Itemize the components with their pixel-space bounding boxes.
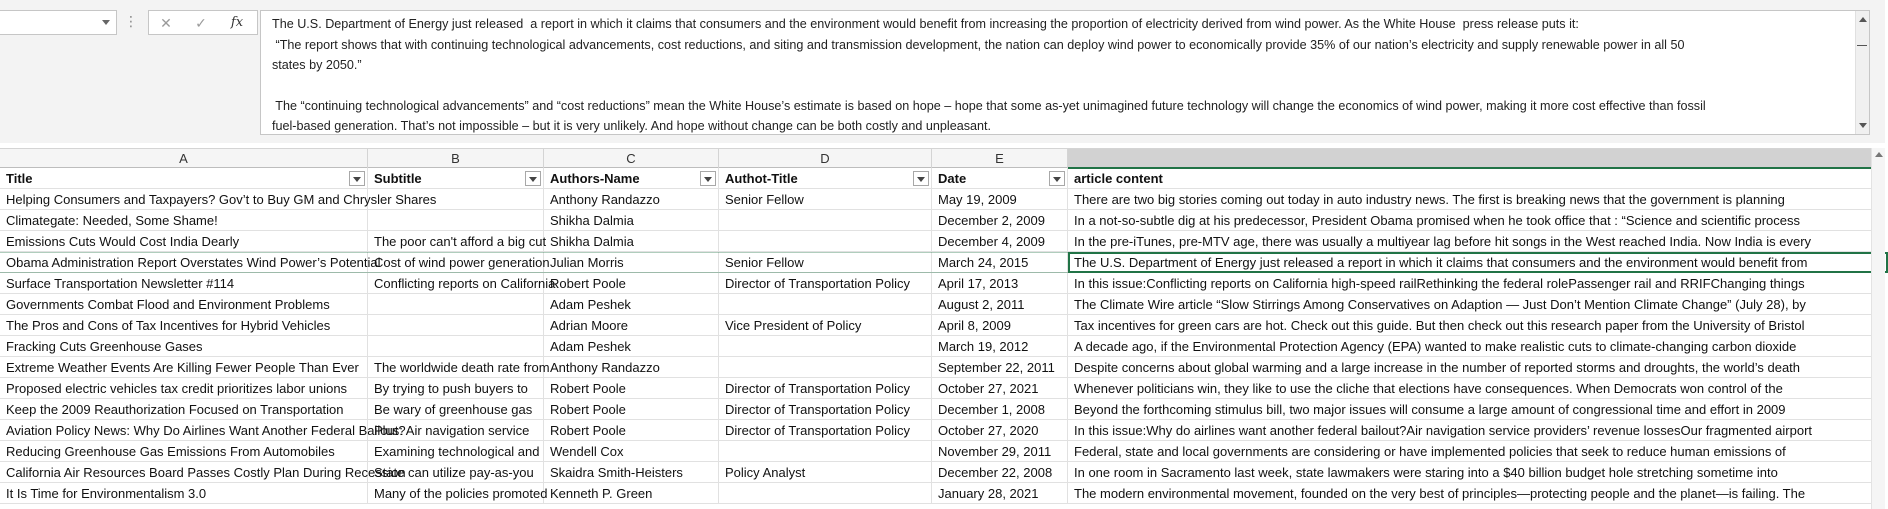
cell-title[interactable]: Keep the 2009 Reauthorization Focused on Transportation bbox=[0, 399, 368, 420]
column-header-c[interactable]: C bbox=[544, 149, 719, 168]
formula-line: states by 2050.” bbox=[272, 58, 362, 72]
cell-date[interactable]: March 24, 2015 bbox=[932, 252, 1068, 273]
table-row bbox=[0, 315, 1885, 336]
cell-author-title[interactable] bbox=[719, 483, 932, 504]
cell-subtitle[interactable]: Be wary of greenhouse gas bbox=[368, 399, 544, 420]
cell-article-content[interactable]: In the pre-iTunes, pre-MTV age, there was usually a multiyear lag before hit songs in the West reached India. Now India is every bbox=[1074, 234, 1812, 249]
column-header-row bbox=[0, 148, 1885, 168]
formula-buttons bbox=[148, 10, 258, 35]
header-cell-date[interactable] bbox=[932, 168, 1068, 189]
table-row bbox=[0, 252, 1885, 273]
cell-authors-name[interactable]: Adam Peshek bbox=[544, 336, 719, 357]
scroll-up-icon[interactable] bbox=[1859, 17, 1867, 22]
more-options-icon[interactable]: ⋮ bbox=[124, 13, 138, 29]
header-label: Title bbox=[6, 171, 33, 186]
cell-article-content[interactable]: A decade ago, if the Environmental Protection Agency (EPA) wanted to make realistic cuts to climate-changing carbon dioxide bbox=[1074, 339, 1797, 354]
cell-authors-name[interactable]: Robert Poole bbox=[544, 399, 719, 420]
formula-line: “The report shows that with continuing technological advancements, cost reductions, and siting and transmission development, the nation can deploy wind power to economically provide 35% of our nation’s electricity and supply renewable power in all 50 bbox=[272, 38, 1685, 52]
cell-subtitle[interactable]: The poor can't afford a big cut bbox=[368, 231, 544, 252]
cell-date[interactable]: December 2, 2009 bbox=[932, 210, 1068, 231]
cell-date[interactable]: January 28, 2021 bbox=[932, 483, 1068, 504]
vertical-scrollbar[interactable] bbox=[1871, 148, 1885, 509]
cell-subtitle[interactable] bbox=[368, 294, 544, 315]
cell-subtitle[interactable]: The worldwide death rate from bbox=[368, 357, 544, 378]
cell-article-content[interactable]: The Climate Wire article “Slow Stirrings Among Conservatives on Adaption — Just Don’t Mention Climate Change” (July 28), by bbox=[1074, 297, 1806, 312]
cell-date[interactable]: September 22, 2011 bbox=[932, 357, 1068, 378]
cell-authors-name[interactable]: Skaidra Smith-Heisters bbox=[544, 462, 719, 483]
cell-author-title[interactable]: Director of Transportation Policy bbox=[719, 399, 932, 420]
cell-authors-name[interactable]: Robert Poole bbox=[544, 273, 719, 294]
cell-article-content[interactable]: Tax incentives for green cars are hot. Check out this guide. But then check out this research paper from the University of Bristol bbox=[1074, 318, 1805, 333]
table-row bbox=[0, 336, 1885, 357]
filter-dropdown-icon[interactable] bbox=[913, 171, 929, 186]
chevron-down-icon[interactable] bbox=[102, 20, 110, 25]
cell-article-content[interactable]: In a not-so-subtle dig at his predecessor, President Obama promised when he took office that : “Science and scientific process bbox=[1074, 213, 1800, 228]
cell-authors-name[interactable]: Adam Peshek bbox=[544, 294, 719, 315]
name-box[interactable] bbox=[0, 10, 117, 35]
cell-date[interactable]: December 1, 2008 bbox=[932, 399, 1068, 420]
cell-authors-name[interactable]: Robert Poole bbox=[544, 378, 719, 399]
header-cell-title[interactable] bbox=[0, 168, 368, 189]
cell-author-title[interactable] bbox=[719, 294, 932, 315]
scroll-down-icon[interactable] bbox=[1859, 123, 1867, 128]
table-row bbox=[0, 210, 1885, 231]
cell-subtitle[interactable] bbox=[368, 315, 544, 336]
formula-line: The “continuing technological advancements” and “cost reductions” mean the White House’s estimate is based on hope – hope that some as-yet unimagined future technology will change the economics of wind power, making it more cost effective than fossil bbox=[272, 99, 1706, 113]
column-header-e[interactable]: E bbox=[932, 149, 1068, 168]
table-row bbox=[0, 441, 1885, 462]
cell-subtitle[interactable] bbox=[368, 336, 544, 357]
cell-article-content[interactable]: The modern environmental movement, founded on the very best of principles—protecting people and the planet—is failing. The bbox=[1074, 486, 1806, 501]
cell-subtitle[interactable]: Plus: Air navigation service bbox=[368, 420, 544, 441]
cell-authors-name[interactable]: Kenneth P. Green bbox=[544, 483, 719, 504]
cell-subtitle[interactable] bbox=[368, 210, 544, 231]
cell-title[interactable]: Emissions Cuts Would Cost India Dearly bbox=[0, 231, 368, 252]
cell-date[interactable]: October 27, 2021 bbox=[932, 378, 1068, 399]
table-row bbox=[0, 483, 1885, 504]
cell-date[interactable]: December 22, 2008 bbox=[932, 462, 1068, 483]
cell-date[interactable]: October 27, 2020 bbox=[932, 420, 1068, 441]
scroll-up-icon[interactable] bbox=[1875, 152, 1883, 157]
cell-article-content[interactable]: In this issue:Conflicting reports on California high-speed railRethinking the federal rolePassenger rail and RRIFChanging things bbox=[1074, 276, 1805, 291]
cell-author-title[interactable]: Director of Transportation Policy bbox=[719, 420, 932, 441]
formula-bar-area bbox=[0, 0, 1885, 143]
formula-line: The U.S. Department of Energy just released a report in which it claims that consumers and the environment would benefit from increasing the proportion of electricity derived from wind power. As the White House press release puts it: bbox=[272, 17, 1579, 31]
header-label: Authot-Title bbox=[725, 171, 798, 186]
cell-article-content[interactable]: Beyond the forthcoming stimulus bill, two major issues will consume a large amount of congressional time and effort in 2009 bbox=[1074, 402, 1786, 417]
cell-title[interactable]: Helping Consumers and Taxpayers? Gov’t to Buy GM and Chrysler Shares bbox=[0, 189, 368, 210]
cell-subtitle[interactable]: State can utilize pay-as-you bbox=[368, 462, 544, 483]
header-label: article content bbox=[1074, 171, 1163, 186]
cell-title[interactable]: Fracking Cuts Greenhouse Gases bbox=[0, 336, 368, 357]
cell-author-title[interactable]: Director of Transportation Policy bbox=[719, 378, 932, 399]
cell-authors-name[interactable]: Julian Morris bbox=[544, 252, 719, 273]
cell-article-content[interactable]: Despite concerns about global warming and a large increase in the number of reported storms and droughts, the world’s death bbox=[1074, 360, 1801, 375]
cell-title[interactable]: Surface Transportation Newsletter #114 bbox=[0, 273, 368, 294]
cell-authors-name[interactable]: Anthony Randazzo bbox=[544, 189, 719, 210]
cell-article-content[interactable]: The U.S. Department of Energy just released a report in which it claims that consumers and the environment would benefit from bbox=[1074, 255, 1808, 270]
cell-title[interactable]: Extreme Weather Events Are Killing Fewer People Than Ever bbox=[0, 357, 368, 378]
formula-line: fuel-based generation. That’s not impossible – but it is very unlikely. And hope without change can be both costly and unpleasant. bbox=[272, 119, 992, 133]
cell-article-content[interactable]: Federal, state and local governments are considering or have implemented policies that seek to reduce human emissions of bbox=[1074, 444, 1786, 459]
table-header-row bbox=[0, 168, 1885, 189]
table-row bbox=[0, 231, 1885, 252]
cell-author-title[interactable] bbox=[719, 210, 932, 231]
cell-date[interactable]: May 19, 2009 bbox=[932, 189, 1068, 210]
table-row bbox=[0, 189, 1885, 210]
formula-input[interactable] bbox=[260, 10, 1870, 135]
cell-title[interactable]: The Pros and Cons of Tax Incentives for Hybrid Vehicles bbox=[0, 315, 368, 336]
cell-title[interactable]: Reducing Greenhouse Gas Emissions From Automobiles bbox=[0, 441, 368, 462]
column-header-a[interactable]: A bbox=[0, 149, 368, 168]
header-cell-author-title[interactable] bbox=[719, 168, 932, 189]
cell-title[interactable]: California Air Resources Board Passes Costly Plan During Recession bbox=[0, 462, 368, 483]
cell-title[interactable]: Governments Combat Flood and Environment Problems bbox=[0, 294, 368, 315]
cell-author-title[interactable] bbox=[719, 441, 932, 462]
header-label: Subtitle bbox=[374, 171, 422, 186]
close-icon[interactable]: ✕ bbox=[160, 15, 172, 31]
cell-title[interactable]: It Is Time for Environmentalism 3.0 bbox=[0, 483, 368, 504]
cell-article-content[interactable]: In one room in Sacramento last week, state lawmakers were staring into a $40 billion budget hole stretching sometime into bbox=[1074, 465, 1778, 480]
table-row bbox=[0, 294, 1885, 315]
cell-subtitle[interactable]: Cost of wind power generation bbox=[368, 252, 544, 273]
cell-authors-name[interactable]: Shikha Dalmia bbox=[544, 210, 719, 231]
filter-dropdown-icon[interactable] bbox=[349, 171, 365, 186]
cell-subtitle[interactable]: By trying to push buyers to bbox=[368, 378, 544, 399]
table-row bbox=[0, 462, 1885, 483]
filter-dropdown-icon[interactable] bbox=[525, 171, 541, 186]
formula-scrollbar[interactable] bbox=[1855, 11, 1869, 134]
header-cell-subtitle[interactable] bbox=[368, 168, 544, 189]
cell-author-title[interactable]: Director of Transportation Policy bbox=[719, 273, 932, 294]
cell-author-title[interactable]: Vice President of Policy bbox=[719, 315, 932, 336]
cell-subtitle[interactable] bbox=[368, 189, 544, 210]
table-row bbox=[0, 273, 1885, 294]
cell-title[interactable]: Climategate: Needed, Some Shame! bbox=[0, 210, 368, 231]
cell-author-title[interactable]: Senior Fellow bbox=[719, 189, 932, 210]
cell-title[interactable]: Aviation Policy News: Why Do Airlines Want Another Federal Bailout? bbox=[0, 420, 368, 441]
header-cell-article-content[interactable] bbox=[1068, 168, 1885, 189]
column-header-d[interactable]: D bbox=[719, 149, 932, 168]
column-header-f[interactable] bbox=[1068, 149, 1885, 168]
insert-function-button[interactable]: fx bbox=[230, 15, 244, 30]
header-label: Authors-Name bbox=[550, 171, 640, 186]
cell-date[interactable]: April 17, 2013 bbox=[932, 273, 1068, 294]
cell-authors-name[interactable]: Wendell Cox bbox=[544, 441, 719, 462]
check-icon[interactable]: ✓ bbox=[195, 15, 207, 31]
table-row bbox=[0, 357, 1885, 378]
cell-authors-name[interactable]: Shikha Dalmia bbox=[544, 231, 719, 252]
cell-article-content[interactable]: There are two big stories coming out today in auto industry news. The first is breaking news that the government is planning bbox=[1074, 192, 1785, 207]
cell-authors-name[interactable]: Anthony Randazzo bbox=[544, 357, 719, 378]
cell-article-content[interactable]: Whenever politicians win, they like to use the cliche that elections have consequences. When Democrats won control of the bbox=[1074, 381, 1783, 396]
filter-dropdown-icon[interactable] bbox=[700, 171, 716, 186]
cell-author-title[interactable] bbox=[719, 336, 932, 357]
cell-date[interactable]: April 8, 2009 bbox=[932, 315, 1068, 336]
scroll-thumb[interactable] bbox=[1857, 45, 1867, 46]
cell-date[interactable]: November 29, 2011 bbox=[932, 441, 1068, 462]
cell-author-title[interactable] bbox=[719, 231, 932, 252]
cell-author-title[interactable]: Policy Analyst bbox=[719, 462, 932, 483]
cell-author-title[interactable]: Senior Fellow bbox=[719, 252, 932, 273]
cell-title[interactable]: Obama Administration Report Overstates Wind Power’s Potential bbox=[0, 252, 368, 273]
header-cell-authors-name[interactable] bbox=[544, 168, 719, 189]
cell-date[interactable]: March 19, 2012 bbox=[932, 336, 1068, 357]
header-label: Date bbox=[938, 171, 967, 186]
cell-date[interactable]: August 2, 2011 bbox=[932, 294, 1068, 315]
cell-subtitle[interactable]: Examining technological and bbox=[368, 441, 544, 462]
table-row bbox=[0, 399, 1885, 420]
filter-dropdown-icon[interactable] bbox=[1049, 171, 1065, 186]
cell-title[interactable]: Proposed electric vehicles tax credit prioritizes labor unions bbox=[0, 378, 368, 399]
table-row bbox=[0, 378, 1885, 399]
cell-authors-name[interactable]: Adrian Moore bbox=[544, 315, 719, 336]
cell-subtitle[interactable]: Conflicting reports on California bbox=[368, 273, 544, 294]
table-row bbox=[0, 420, 1885, 441]
cell-author-title[interactable] bbox=[719, 357, 932, 378]
cell-authors-name[interactable]: Robert Poole bbox=[544, 420, 719, 441]
cell-article-content[interactable]: In this issue:Why do airlines want another federal bailout?Air navigation service providers’ revenue lossesOur fragmented airport bbox=[1074, 423, 1813, 438]
cell-date[interactable]: December 4, 2009 bbox=[932, 231, 1068, 252]
column-header-b[interactable]: B bbox=[368, 149, 544, 168]
cell-subtitle[interactable]: Many of the policies promoted bbox=[368, 483, 544, 504]
